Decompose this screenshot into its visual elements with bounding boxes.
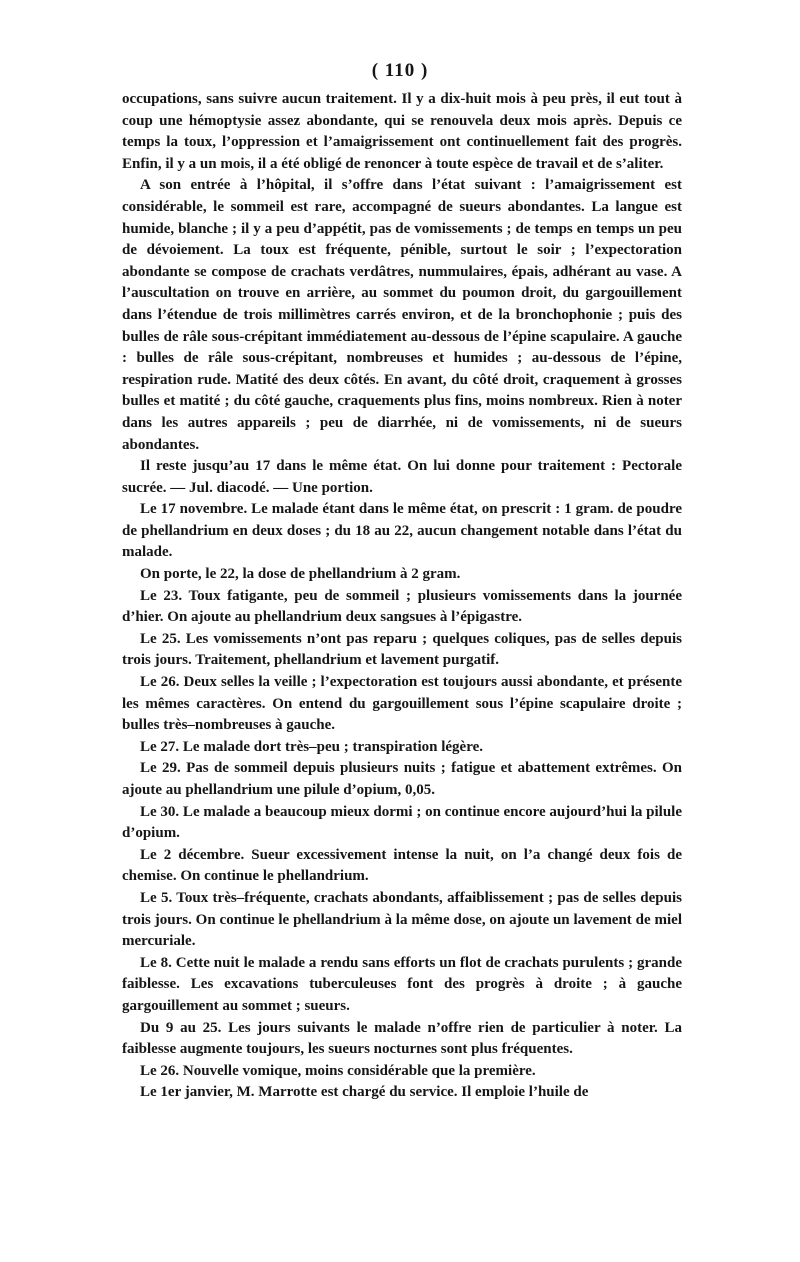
paragraph: Le 8. Cette nuit le malade a rendu sans efforts un flot de crachats purulents ; grande faiblesse. Les excavations tuberculeuses font des progrès à droite ; à gauche gargouillement au sommet ; sueurs. [122, 954, 682, 1014]
paragraph: Le 5. Toux très–fréquente, crachats abondants, affaiblissement ; pas de selles depuis trois jours. On continue le phellandrium à la même dose, on ajoute un lavement de miel mercuriale. [122, 889, 682, 950]
paragraph: On porte, le 22, la dose de phellandrium à 2 gram. [140, 566, 461, 583]
paragraph: A son entrée à l’hôpital, il s’offre dans l’état suivant : l’amaigrissement est considérable, le sommeil est rare, accompagné de sueurs abondantes. La langue est humide, blanche ; il y a peu d’appétit, pas de vomissements ; de temps en temps un peu de dévoiement. La toux est fréquente, pénible, surtout le soir ; l’expectoration abondante se compose de crachats verdâtres, nummulaires, épais, adhérant au vase. A l’auscultation on trouve en arrière, au sommet du poumon droit, du gargouillement dans l’étendue de trois millimètres carrés environ, et de la bronchophonie ; puis des bulles de râle sous-crépitant immédiatement au-dessous de l’épine scapulaire. A gauche : bulles de râle sous-crépitant, nombreuses et humides ; au-dessous de l’épine, respiration rude. Matité des deux côtés. En avant, du côté droit, craquement à grosses bulles et matité ; du côté gauche, craquements plus fins, moins nombreux. Rien à noter dans les autres appareils ; peu de diarrhée, ni de vomissements, ni de sueurs abondantes. [122, 177, 682, 453]
paragraph: Le 27. Le malade dort très–peu ; transpiration légère. [140, 738, 484, 755]
paragraph: Le 17 novembre. Le malade étant dans le même état, on prescrit : 1 gram. de poudre de phellandrium en deux doses ; du 18 au 22, aucun changement notable dans l’état du malade. [122, 501, 682, 561]
paragraph: Il reste jusqu’au 17 dans le même état. On lui donne pour traitement : Pectorale sucrée. — Jul. diacodé. — Une portion. [122, 458, 682, 496]
paragraph: occupations, sans suivre aucun traitement. Il y a dix-huit mois à peu près, il eut tout à coup une hémoptysie assez abondante, qui se renouvela deux mois après. Depuis ce temps la toux, l’oppression et l’amaigrissement ont continuellement fait des progrès. Enfin, il y a un mois, il a été obligé de renoncer à toute espèce de travail et de s’aliter. [122, 91, 682, 172]
paragraph: Le 1er janvier, M. Marrotte est chargé du service. Il emploie l’huile de [140, 1084, 589, 1101]
paragraph: Le 23. Toux fatigante, peu de sommeil ; plusieurs vomissements dans la journée d’hier. On ajoute au phellandrium deux sangsues à l’épigastre. [122, 587, 682, 626]
body-text [122, 89, 682, 1104]
paragraph: Du 9 au 25. Les jours suivants le malade n’offre rien de particulier à noter. La faiblesse augmente toujours, les sueurs nocturnes sont plus fréquentes. [122, 1019, 682, 1058]
paragraph: Le 26. Deux selles la veille ; l’expectoration est toujours aussi abondante, et présente les mêmes caractères. On entend du gargouillement sous l’épine scapulaire droite ; bulles très–nombreuses à gauche. [122, 674, 682, 734]
paragraph: Le 25. Les vomissements n’ont pas reparu ; quelques coliques, pas de selles depuis trois jours. Traitement, phellandrium et lavement purgatif. [122, 630, 682, 669]
paragraph: Le 26. Nouvelle vomique, moins considérable que la première. [140, 1062, 536, 1079]
page-number: ( 110 ) [371, 60, 429, 81]
paragraph: Le 2 décembre. Sueur excessivement intense la nuit, on l’a changé deux fois de chemise. On continue le phellandrium. [122, 846, 682, 885]
paragraph: Le 30. Le malade a beaucoup mieux dormi ; on continue encore aujourd’hui la pilule d’opium. [122, 803, 682, 842]
paragraph: Le 29. Pas de sommeil depuis plusieurs nuits ; fatigue et abattement extrêmes. On ajoute au phellandrium une pilule d’opium, 0,05. [122, 760, 682, 798]
